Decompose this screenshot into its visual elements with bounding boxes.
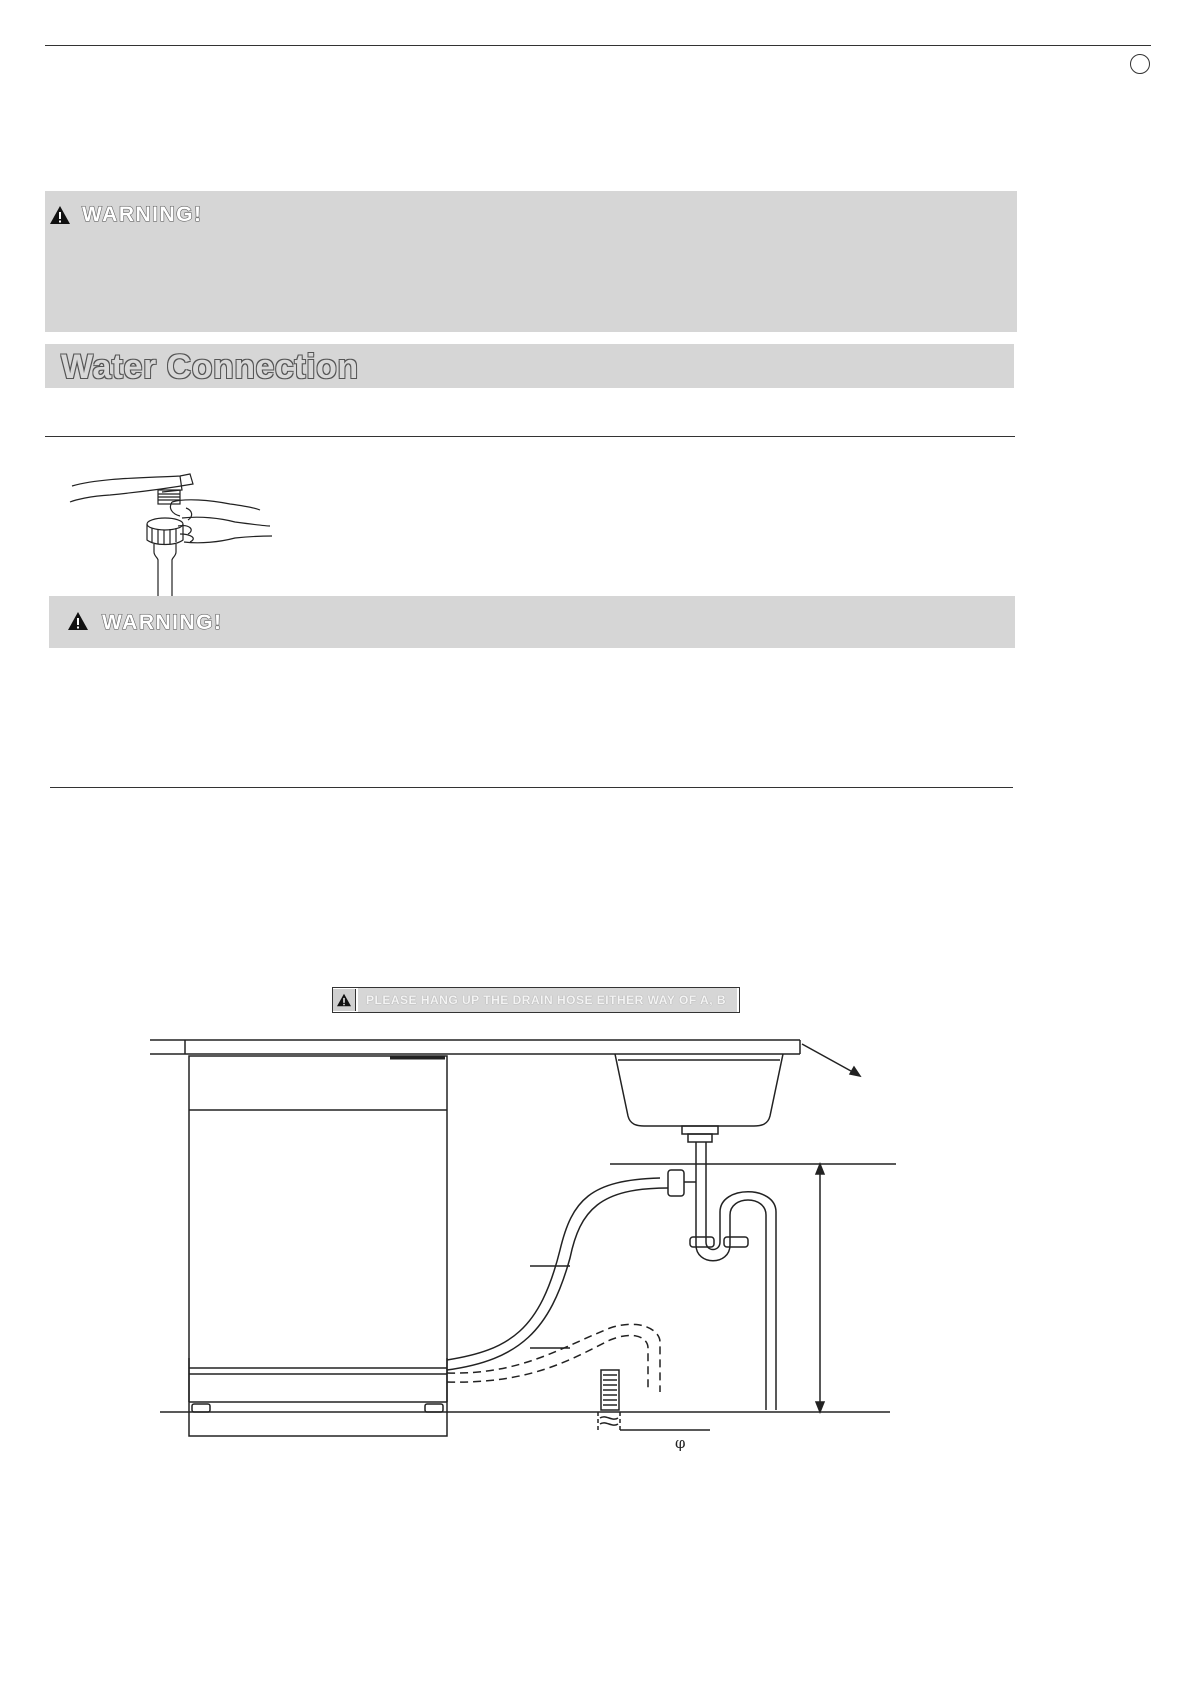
warning-title-mid: WARNING! bbox=[102, 611, 223, 634]
page-number bbox=[1130, 54, 1150, 74]
drain-installation-diagram bbox=[140, 1030, 900, 1460]
mid-rule bbox=[50, 787, 1013, 788]
drain-hose-a bbox=[447, 1178, 660, 1360]
warning-triangle-icon bbox=[49, 205, 71, 225]
banner-text: PLEASE HANG UP THE DRAIN HOSE EITHER WAY OF A, B bbox=[358, 988, 737, 1012]
diameter-symbol: φ bbox=[675, 1434, 686, 1452]
warning-title-top: WARNING! bbox=[82, 203, 203, 226]
section-title: Water Connection bbox=[61, 348, 359, 386]
section-rule bbox=[45, 436, 1015, 437]
warning-triangle-icon bbox=[67, 611, 89, 631]
drain-hose-banner bbox=[332, 987, 740, 1013]
faucet-hose-illustration bbox=[60, 468, 280, 596]
banner-warning-icon bbox=[333, 989, 356, 1011]
header-rule bbox=[45, 45, 1151, 46]
warning-triangle-icon bbox=[336, 993, 352, 1007]
dishwasher-body bbox=[189, 1056, 447, 1436]
